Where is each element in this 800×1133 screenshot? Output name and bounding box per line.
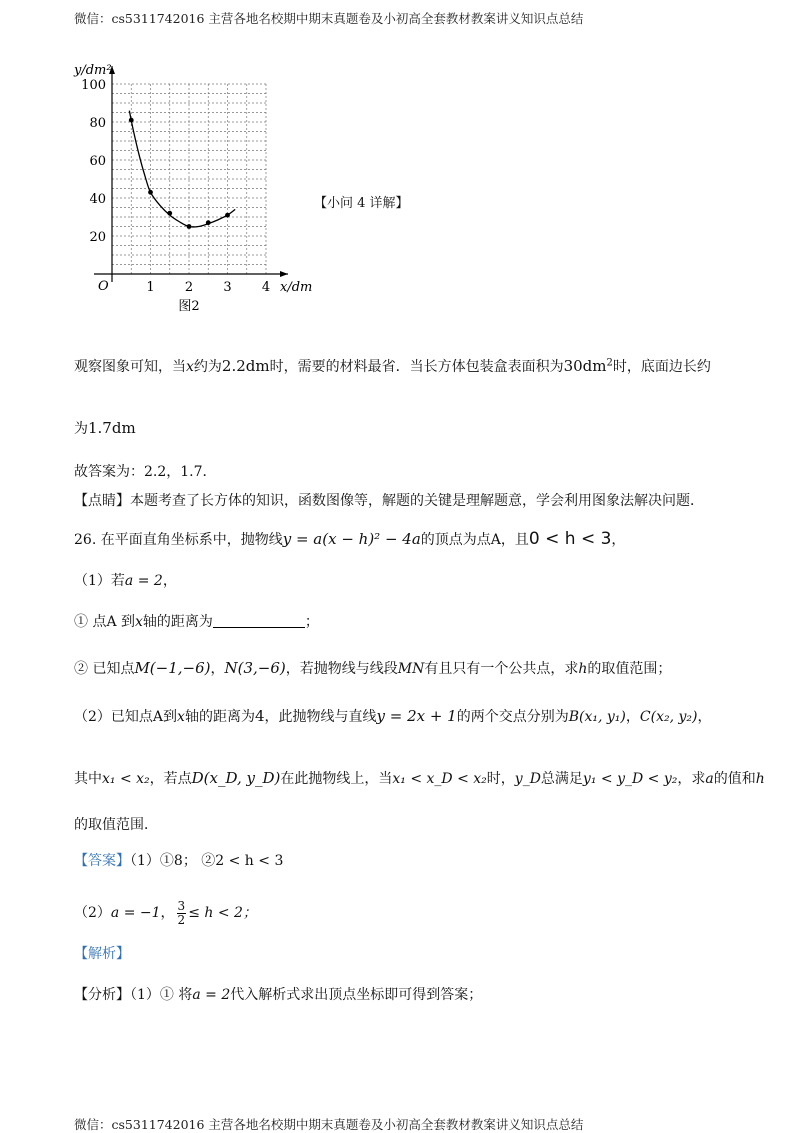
x-tick-label: 1: [146, 280, 155, 295]
y-axis-label: y/dm²: [74, 63, 112, 78]
paragraph-observation-cont: 为1.7dm: [74, 419, 136, 437]
answer-blank: [213, 613, 305, 628]
data-point: [187, 224, 192, 229]
data-point: [225, 213, 230, 218]
fraction: $\frac{3}{2}$: [177, 899, 186, 927]
chart-grid: [112, 84, 266, 274]
question-26: 26. 在平面直角坐标系中，抛物线y = a(x − h)² − 4a的顶点为点A，且0 < h < 3，: [74, 529, 626, 549]
side-note: 【小问 4 详解】: [314, 196, 409, 211]
answer-line: 故答案为：2.2，1.7．: [74, 464, 217, 480]
x-axis-arrow: [280, 271, 288, 277]
y-tick-label: 100: [81, 78, 106, 93]
x-axis-label: x/dm: [280, 280, 313, 295]
figure-caption: 图2: [178, 299, 200, 314]
y-tick-label: 60: [89, 154, 106, 169]
origin-label: O: [98, 279, 109, 294]
data-point: [129, 118, 134, 123]
answer-section: 【答案】（1）①8； ②2 < h < 3: [74, 853, 284, 869]
data-point: [148, 190, 153, 195]
analysis-text: 【分析】（1）① 将a = 2代入解析式求出顶点坐标即可得到答案；: [74, 987, 483, 1003]
paragraph-observation: 观察图象可知，当x约为2.2dm时，需要的材料最省．当长方体包装盒表面积为$30dm^2$时，底面边长约: [74, 357, 711, 375]
sub-question-2-cont: 其中x₁ < x₂，若点D(x_D, y_D)在此抛物线上，当x₁ < x_D < x₂时，y_D总满足y₁ < y_D < y₂，求a的值和h: [74, 769, 765, 787]
y-tick-label: 40: [89, 192, 106, 207]
sub-question-2: （2）已知点A到x轴的距离为4，此抛物线与直线y = 2x + 1的两个交点分别为B(x₁, y₁)，C(x₂, y₂)，: [74, 707, 712, 725]
fitted-curve: [129, 111, 235, 227]
comment-line: 【点睛】本题考查了长方体的知识，函数图像等，解题的关键是理解题意，学会利用图象法解决问题．: [74, 493, 704, 509]
y-tick-label: 80: [89, 116, 106, 131]
answer-part-2: （2）a = −1， $\frac{3}{2}$ ≤ h < 2；: [74, 899, 257, 927]
analysis-label: 【解析】: [74, 946, 130, 962]
data-point: [206, 220, 211, 225]
data-point: [167, 211, 172, 216]
page-footer: 微信：cs5311742016 主营各地名校期中期末真题卷及小初高全套教材教案讲义知识点总结: [74, 1117, 584, 1132]
y-tick-label: 20: [89, 230, 106, 245]
x-tick-label: 3: [223, 280, 232, 295]
sub-question-1-1: ① 点A 到x轴的距离为 ；: [74, 614, 319, 630]
chart-axes: [94, 66, 288, 282]
sub-question-1: （1）若a = 2，: [74, 573, 177, 589]
sub-question-2-end: 的取值范围．: [74, 817, 158, 833]
sub-question-1-2: ② 已知点M(−1,−6)，N(3,−6)，若抛物线与线段MN有且只有一个公共点，求h的取值范围；: [74, 659, 672, 677]
chart: [70, 55, 320, 315]
x-tick-label: 4: [261, 280, 271, 295]
page-header: 微信：cs5311742016 主营各地名校期中期末真题卷及小初高全套教材教案讲义知识点总结: [74, 11, 584, 26]
x-tick-label: 2: [184, 280, 194, 295]
